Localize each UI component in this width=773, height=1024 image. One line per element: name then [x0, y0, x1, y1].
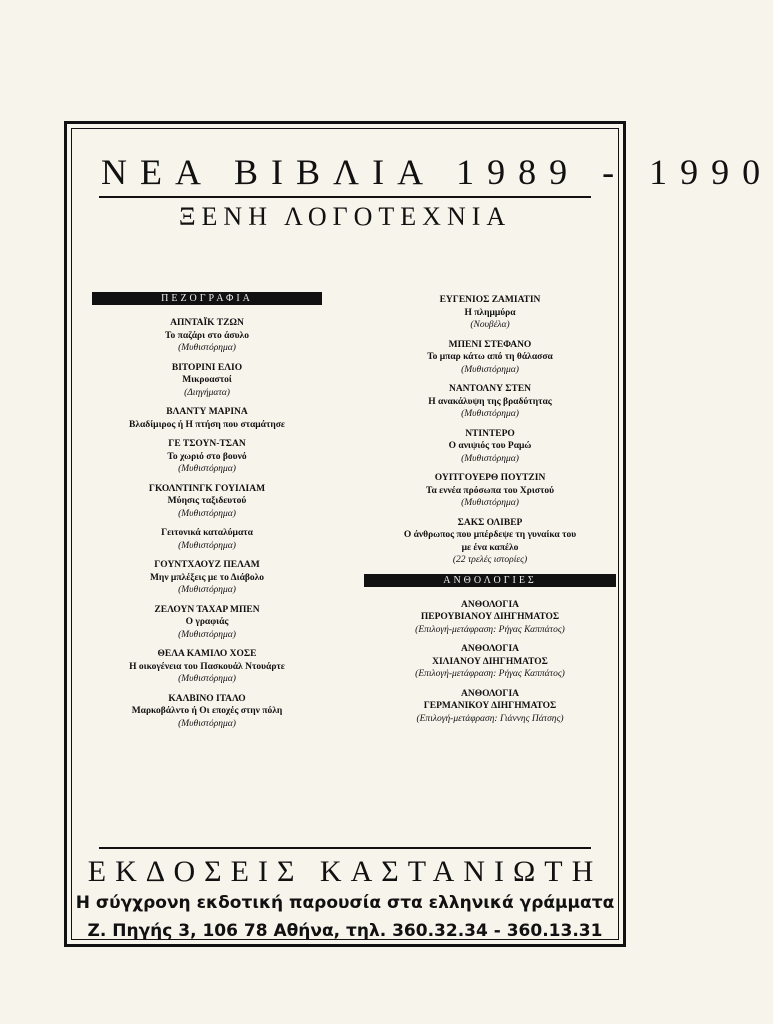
publisher-tagline: Η σύγχρονη εκδοτική παρουσία στα ελληνικά γράμματα [75, 893, 615, 913]
entry-author: ΑΠΝΤΑΪΚ ΤΖΩΝ [170, 318, 244, 328]
entry-author: ΖΕΛΟΥΝ ΤΑΧΑΡ ΜΠΕΝ [154, 604, 260, 615]
list-item [364, 643, 616, 681]
list-item [364, 383, 616, 421]
publisher-address: Ζ. Πηγής 3, 106 78 Αθήνα, τηλ. 360.32.34 - 360.13.31 [87, 921, 603, 941]
novel-list [364, 294, 616, 567]
list-item [92, 604, 322, 642]
list-item [92, 527, 322, 552]
right-column [364, 294, 616, 732]
page-subtitle: ΞΕΝΗ ΛΟΓΟΤΕΧΝΙΑ [178, 202, 512, 231]
entry-note: (Μυθιστόρημα) [461, 364, 519, 375]
entry-author: ΘΕΛΑ ΚΑΜΙΛΟ ΧΟΣΕ [157, 649, 257, 659]
list-item [92, 648, 322, 686]
anthology-label: ΑΝΘΟΛΟΓΙΑ [460, 688, 520, 699]
entry-author: ΜΠΕΝΙ ΣΤΕΦΑΝΟ [448, 339, 532, 350]
entry-author: ΕΥΓΕΝΙΟΣ ΖΑΜΙΑΤΙΝ [439, 295, 541, 305]
list-item [364, 599, 616, 637]
entry-title: Τα εννέα πρόσωπα του Χριστού [425, 485, 555, 496]
entry-note: (Μυθιστόρημα) [178, 464, 236, 474]
entry-title: Ο άνθρωπος που μπέρδεψε τη γυναίκα του [403, 530, 577, 540]
list-item [364, 517, 616, 567]
page-title: ΝΕΑ ΒΙΒΛΙΑ 1989 - 1990 [101, 152, 773, 192]
entry-title-continued: με ένα καπέλο [461, 542, 519, 553]
list-item [364, 339, 616, 377]
entry-title: Η οικογένεια του Πασκουάλ Ντουάρτε [129, 661, 285, 672]
publisher-name: ΕΚΔΟΣΕΙΣ ΚΑΣΤΑΝΙΩΤΗ [87, 855, 603, 888]
entry-title: Γειτονικά καταλύματα [161, 528, 253, 538]
entry-title: Βλαδίμιρος ή Η πτήση που σταμάτησε [129, 419, 285, 430]
anthology-list [364, 599, 616, 726]
anthology-note: (Επιλογή-μετάφραση: Γιάννης Πάτσης) [416, 713, 564, 724]
title-rule [99, 196, 591, 198]
entry-author: ΟΥΙΤΓΟΥΕΡΘ ΠΟΥΤΖΙΝ [434, 473, 546, 483]
list-item [92, 406, 322, 431]
entry-title: Η πλημμύρα [464, 307, 516, 318]
entry-title: Μαρκοβάλντο ή Οι εποχές στην πόλη [131, 706, 283, 716]
section-label-anthologies: ΑΝΘΟΛΟΓΙΕΣ [364, 574, 616, 587]
list-item [92, 483, 322, 521]
anthology-note: (Επιλογή-μετάφραση: Ρήγας Καππάτος) [415, 669, 565, 679]
entry-title: Το χωριό στο βουνό [167, 451, 247, 462]
list-item [364, 428, 616, 466]
anthology-label: ΑΝΘΟΛΟΓΙΑ [460, 599, 520, 610]
entry-title: Μικροαστοί [182, 375, 232, 385]
anthology-title: ΠΕΡΟΥΒΙΑΝΟΥ ΔΙΗΓΗΜΑΤΟΣ [420, 612, 560, 622]
section-label-prose: ΠΕΖΟΓΡΑΦΙΑ [92, 292, 322, 305]
entry-title: Η ανακάλυψη της βραδύτητας [428, 396, 552, 407]
list-item [92, 438, 322, 476]
entry-note: (Μυθιστόρημα) [178, 674, 236, 684]
entry-note: (Μυθιστόρημα) [178, 718, 236, 729]
entry-title: Το μπαρ κάτω από τη θάλασσα [427, 352, 553, 362]
list-item [92, 693, 322, 731]
list-item [92, 559, 322, 597]
list-item [364, 472, 616, 510]
entry-note: (Μυθιστόρημα) [178, 508, 236, 519]
list-item [92, 317, 322, 355]
anthology-title: ΓΕΡΜΑΝΙΚΟΥ ΔΙΗΓΗΜΑΤΟΣ [423, 701, 557, 711]
list-item [92, 362, 322, 400]
entry-author: ΝΑΝΤΟΛΝΥ ΣΤΕΝ [448, 384, 532, 394]
entry-author: ΒΛΑΝΤΥ ΜΑΡΙΝΑ [166, 407, 248, 417]
entry-author: ΓΟΥΝΤΧΑΟΥΖ ΠΕΛΑΜ [154, 560, 260, 570]
entry-author: ΒΙΤΟΡΙΝΙ ΕΛΙΟ [171, 362, 243, 373]
entry-note: (Μυθιστόρημα) [178, 540, 236, 551]
entry-title: Μύησις ταξιδευτού [167, 496, 247, 506]
entry-note: (Μυθιστόρημα) [178, 585, 236, 595]
list-item [364, 688, 616, 726]
anthology-label: ΑΝΘΟΛΟΓΙΑ [460, 644, 520, 654]
entry-author: ΓΕ ΤΣΟΥΝ-ΤΣΑΝ [168, 439, 246, 449]
advertisement-frame [64, 121, 773, 947]
prose-list [92, 317, 322, 730]
entry-note: (Μυθιστόρημα) [461, 498, 519, 508]
entry-title: Ο ανιψιός του Ραμώ [448, 441, 532, 451]
entry-note: (22 τρελές ιστορίες) [452, 555, 528, 565]
list-item [364, 294, 616, 332]
entry-note: (Μυθιστόρημα) [461, 409, 519, 419]
anthology-title: ΧΙΛΙΑΝΟΥ ΔΙΗΓΗΜΑΤΟΣ [432, 656, 548, 667]
entry-author: ΝΤΙΝΤΕΡΟ [465, 428, 515, 439]
entry-author: ΓΚΟΛΝΤΙΝΓΚ ΓΟΥΙΛΙΑΜ [148, 483, 266, 494]
entry-note: (Μυθιστόρημα) [178, 343, 236, 353]
entry-title: Ο γραφιάς [185, 617, 229, 627]
entry-author: ΚΑΛΒΙΝΟ ΙΤΑΛΟ [168, 693, 246, 704]
entry-note: (Μυθιστόρημα) [461, 453, 519, 464]
entry-author: ΣΑΚΣ ΟΛΙΒΕΡ [457, 517, 523, 528]
entry-title: Μην μπλέξεις με το Διάβολο [149, 572, 265, 583]
entry-title: Το παζάρι στο άσυλο [165, 330, 249, 341]
entry-note: (Μυθιστόρημα) [178, 629, 236, 640]
footer-rule [99, 847, 591, 849]
left-column [92, 292, 322, 737]
anthology-note: (Επιλογή-μετάφραση: Ρήγας Καππάτος) [415, 624, 565, 635]
entry-note: (Διηγήματα) [184, 387, 230, 398]
entry-note: (Νουβέλα) [470, 320, 510, 330]
